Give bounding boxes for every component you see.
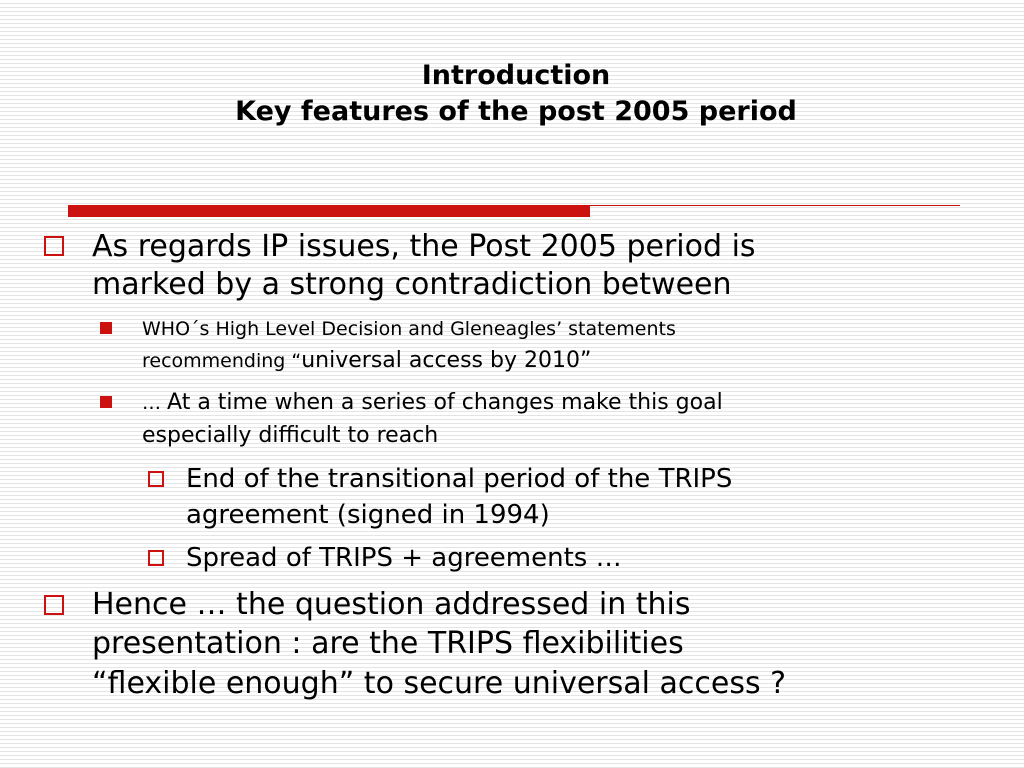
hollow-square-bullet-icon [148, 471, 164, 487]
bullet-4-line-2: agreement (signed in 1994) [186, 500, 550, 530]
bullet-3-line-2: especially difficult to reach [142, 423, 439, 448]
bullet-4-line-1: End of the transitional period of the TRIPS [186, 464, 733, 494]
slide-title [80, 58, 952, 130]
filled-square-bullet-icon [100, 322, 112, 334]
bullet-1-line-2: marked by a strong contradiction between [92, 267, 732, 302]
hollow-square-bullet-icon [148, 550, 164, 566]
bullet-6-line-3: “flexible enough” to secure universal access ? [92, 666, 787, 701]
bullet-1-line-1: As regards IP issues, the Post 2005 period is [92, 229, 756, 264]
bullet-2-line-1-text: WHO´s High Level Decision and Gleneagles’ statements [142, 318, 676, 340]
bullet-6-line-1: Hence … the question addressed in this [92, 587, 691, 622]
title-divider-thick [68, 205, 590, 217]
title-line-2: Key features of the post 2005 period [235, 96, 797, 127]
bullet-2-line-2-lead: recommending “ [142, 350, 302, 372]
title-divider-thin [590, 205, 960, 206]
bullet-2-line-1 [142, 314, 676, 344]
bullet-3-line-1-rest: At a time when a series of changes make this goal [167, 390, 723, 415]
hollow-square-bullet-icon [44, 236, 64, 256]
hollow-square-bullet-icon [44, 595, 64, 615]
bullet-5-line-1: Spread of TRIPS + agreements … [186, 543, 622, 573]
title-line-1: Introduction [421, 60, 611, 91]
bullet-2-line-2-rest: universal access by 2010” [301, 348, 592, 373]
bullet-2-line-2 [142, 346, 591, 376]
bullet-3-line-1 [142, 388, 723, 418]
bullet-6-line-2: presentation : are the TRIPS flexibilities [92, 626, 684, 661]
bullet-3-line-1-lead: … [142, 392, 168, 414]
filled-square-bullet-icon [100, 396, 112, 408]
